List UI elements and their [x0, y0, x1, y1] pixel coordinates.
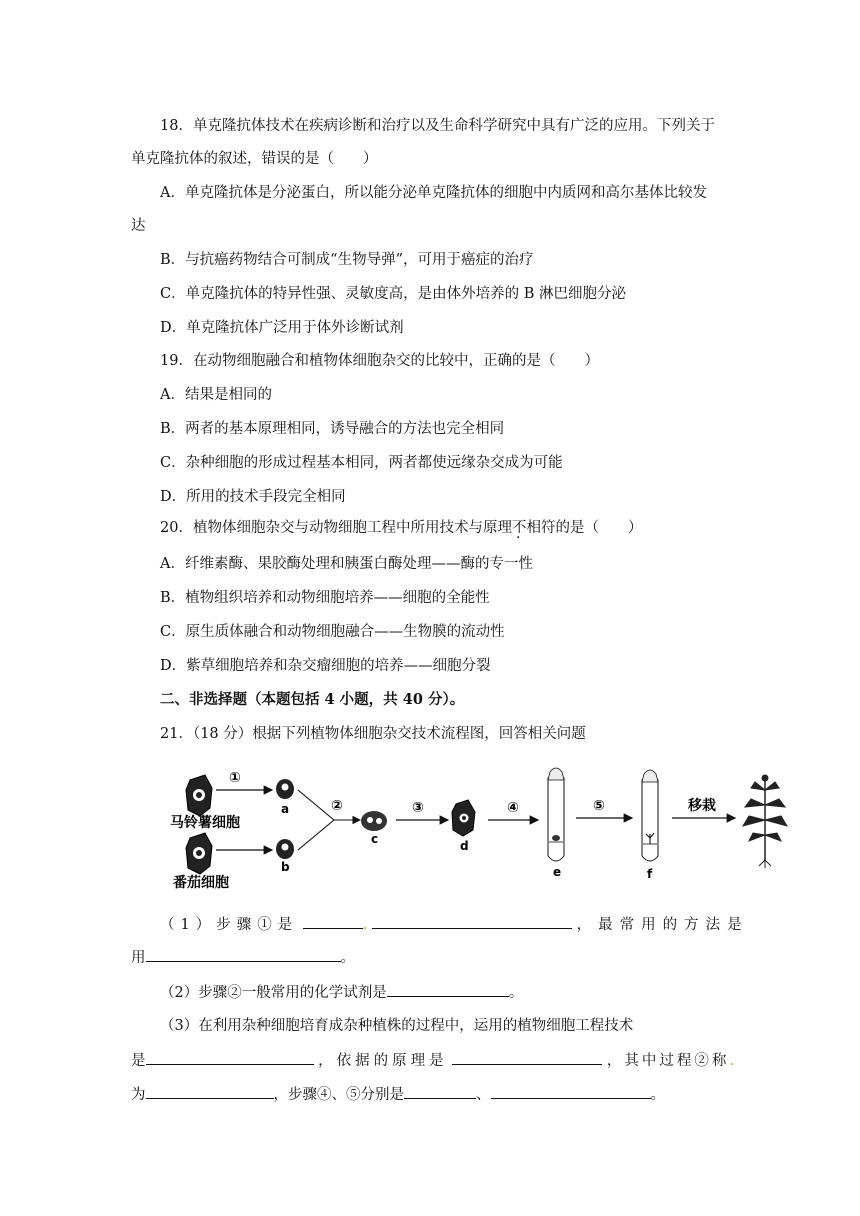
q19-option-a: A．结果是相同的	[160, 387, 272, 403]
label-f: f	[647, 867, 653, 881]
orange-mark: .	[362, 917, 368, 933]
fusing-cell-c-icon	[361, 811, 387, 831]
q21-part3-line2-prefix: 是	[131, 1053, 146, 1069]
q20-stem-emphasis: 不	[511, 520, 527, 536]
q21-part1-prefix: （1）步骤①是	[160, 917, 299, 933]
answer-blank-3c[interactable]	[146, 1084, 274, 1099]
q21-part1-line2-prefix: 用	[131, 950, 146, 966]
q21-part3-line3-mid: ，步骤④、⑤分别是	[273, 1087, 404, 1103]
transplant-label: 移栽	[688, 798, 716, 814]
q21-part1-line1	[160, 913, 749, 934]
q18-option-b: B．与抗癌药物结合可制成“生物导弹”，可用于癌症的治疗	[160, 252, 534, 268]
q21-part2	[160, 981, 523, 1002]
label-c: c	[371, 832, 379, 846]
hybrid-cell-d-icon	[452, 800, 475, 836]
q21-part2-prefix: （2）步骤②一般常用的化学试剂是	[160, 985, 387, 1001]
potato-cell-icon	[186, 775, 212, 816]
potato-cell-label: 马铃薯细胞	[170, 815, 240, 831]
answer-blank-3a[interactable]	[146, 1050, 314, 1065]
q21-part3-line2	[131, 1049, 734, 1070]
answer-blank-1a[interactable]	[303, 914, 363, 929]
step4-label: ④	[507, 800, 519, 816]
q18-option-d: D．单克隆抗体广泛用于体外诊断试剂	[160, 320, 404, 336]
label-b: b	[281, 860, 290, 874]
step5-label: ⑤	[593, 798, 605, 814]
q19-stem: 19．在动物细胞融合和植物体细胞杂交的比较中，正确的是（ ）	[160, 353, 599, 369]
section2-title: 二、非选择题（本题包括 4 小题，共 40 分）。	[160, 691, 465, 708]
q18-option-a-line1: A．单克隆抗体是分泌蛋白，所以能分泌单克隆抗体的细胞中内质网和高尔基体比较发	[160, 185, 707, 201]
q21-part3-line2-mid: ，依据的原理是	[318, 1053, 448, 1069]
step2-label: ②	[331, 798, 343, 814]
q18-stem-line1: 18．单克隆抗体技术在疾病诊断和治疗以及生命科学研究中具有广泛的应用。下列关于	[160, 118, 715, 134]
answer-blank-1c[interactable]	[146, 947, 341, 962]
test-tube-f-icon	[642, 770, 658, 861]
q21-stem: 21．（18 分）根据下列植物体细胞杂交技术流程图，回答相关问题	[160, 726, 586, 742]
protoplast-b-icon	[276, 839, 294, 859]
label-e: e	[553, 865, 562, 879]
answer-blank-3b[interactable]	[452, 1050, 602, 1065]
q21-part3-line3	[131, 1083, 665, 1104]
hybrid-plant-icon	[743, 775, 787, 868]
q19-option-b: B．两者的基本原理相同，诱导融合的方法也完全相同	[160, 421, 505, 437]
q18-option-c: C．单克隆抗体的特异性强、灵敏度高，是由体外培养的 B 淋巴细胞分泌	[160, 286, 626, 302]
step1-label: ①	[229, 770, 241, 786]
q21-part3-line3-prefix: 为	[131, 1087, 146, 1103]
q20-stem-pre: 20．植物体细胞杂交与动物细胞工程中所用技术与原理	[160, 520, 512, 536]
q20-stem-post: 相符的是（ ）	[526, 520, 643, 536]
q20-stem	[160, 516, 642, 537]
hybridization-flow-diagram	[0, 760, 860, 895]
q21-part3-line2-suffix: ，其中过程②称	[606, 1053, 730, 1069]
tomato-cell-icon	[186, 833, 212, 874]
label-a: a	[281, 802, 290, 816]
answer-blank-3d[interactable]	[404, 1084, 476, 1099]
step3-label: ③	[412, 800, 424, 816]
q20-option-c: C．原生质体融合和动物细胞融合——生物膜的流动性	[160, 624, 505, 640]
q19-option-d: D．所用的技术手段完全相同	[160, 489, 346, 505]
tomato-cell-label: 番茄细胞	[173, 875, 229, 891]
answer-blank-1b[interactable]	[372, 914, 572, 929]
orange-mark-2: .	[729, 1053, 734, 1069]
q21-part2-suffix: 。	[508, 985, 524, 1001]
q21-part3-line1: （3）在利用杂种细胞培育成杂种植株的过程中，运用的植物细胞工程技术	[160, 1018, 634, 1034]
protoplast-a-icon	[276, 779, 294, 799]
answer-blank-3e[interactable]	[491, 1084, 651, 1099]
q18-stem-line2: 单克隆抗体的叙述，错误的是（ ）	[131, 151, 378, 167]
q21-part1-line2	[131, 946, 355, 967]
q19-option-c: C．杂种细胞的形成过程基本相同，两者都使远缘杂交成为可能	[160, 455, 563, 471]
q21-part1-line2-suffix: 。	[340, 950, 355, 966]
test-tube-e-icon	[548, 768, 564, 861]
q21-part3-line3-suffix: 。	[650, 1087, 665, 1103]
q21-part1-suffix: ，最常用的方法是	[576, 917, 749, 933]
q18-option-a-line2: 达	[131, 218, 146, 234]
answer-blank-2[interactable]	[387, 982, 509, 997]
label-d: d	[460, 839, 469, 853]
q20-option-d: D．紫草细胞培养和杂交瘤细胞的培养——细胞分裂	[160, 658, 491, 674]
q20-option-a: A．纤维素酶、果胶酶处理和胰蛋白酶处理——酶的专一性	[160, 556, 533, 572]
q21-part3-line3-sep: 、	[476, 1087, 491, 1103]
q20-option-b: B．植物组织培养和动物细胞培养——细胞的全能性	[160, 590, 490, 606]
